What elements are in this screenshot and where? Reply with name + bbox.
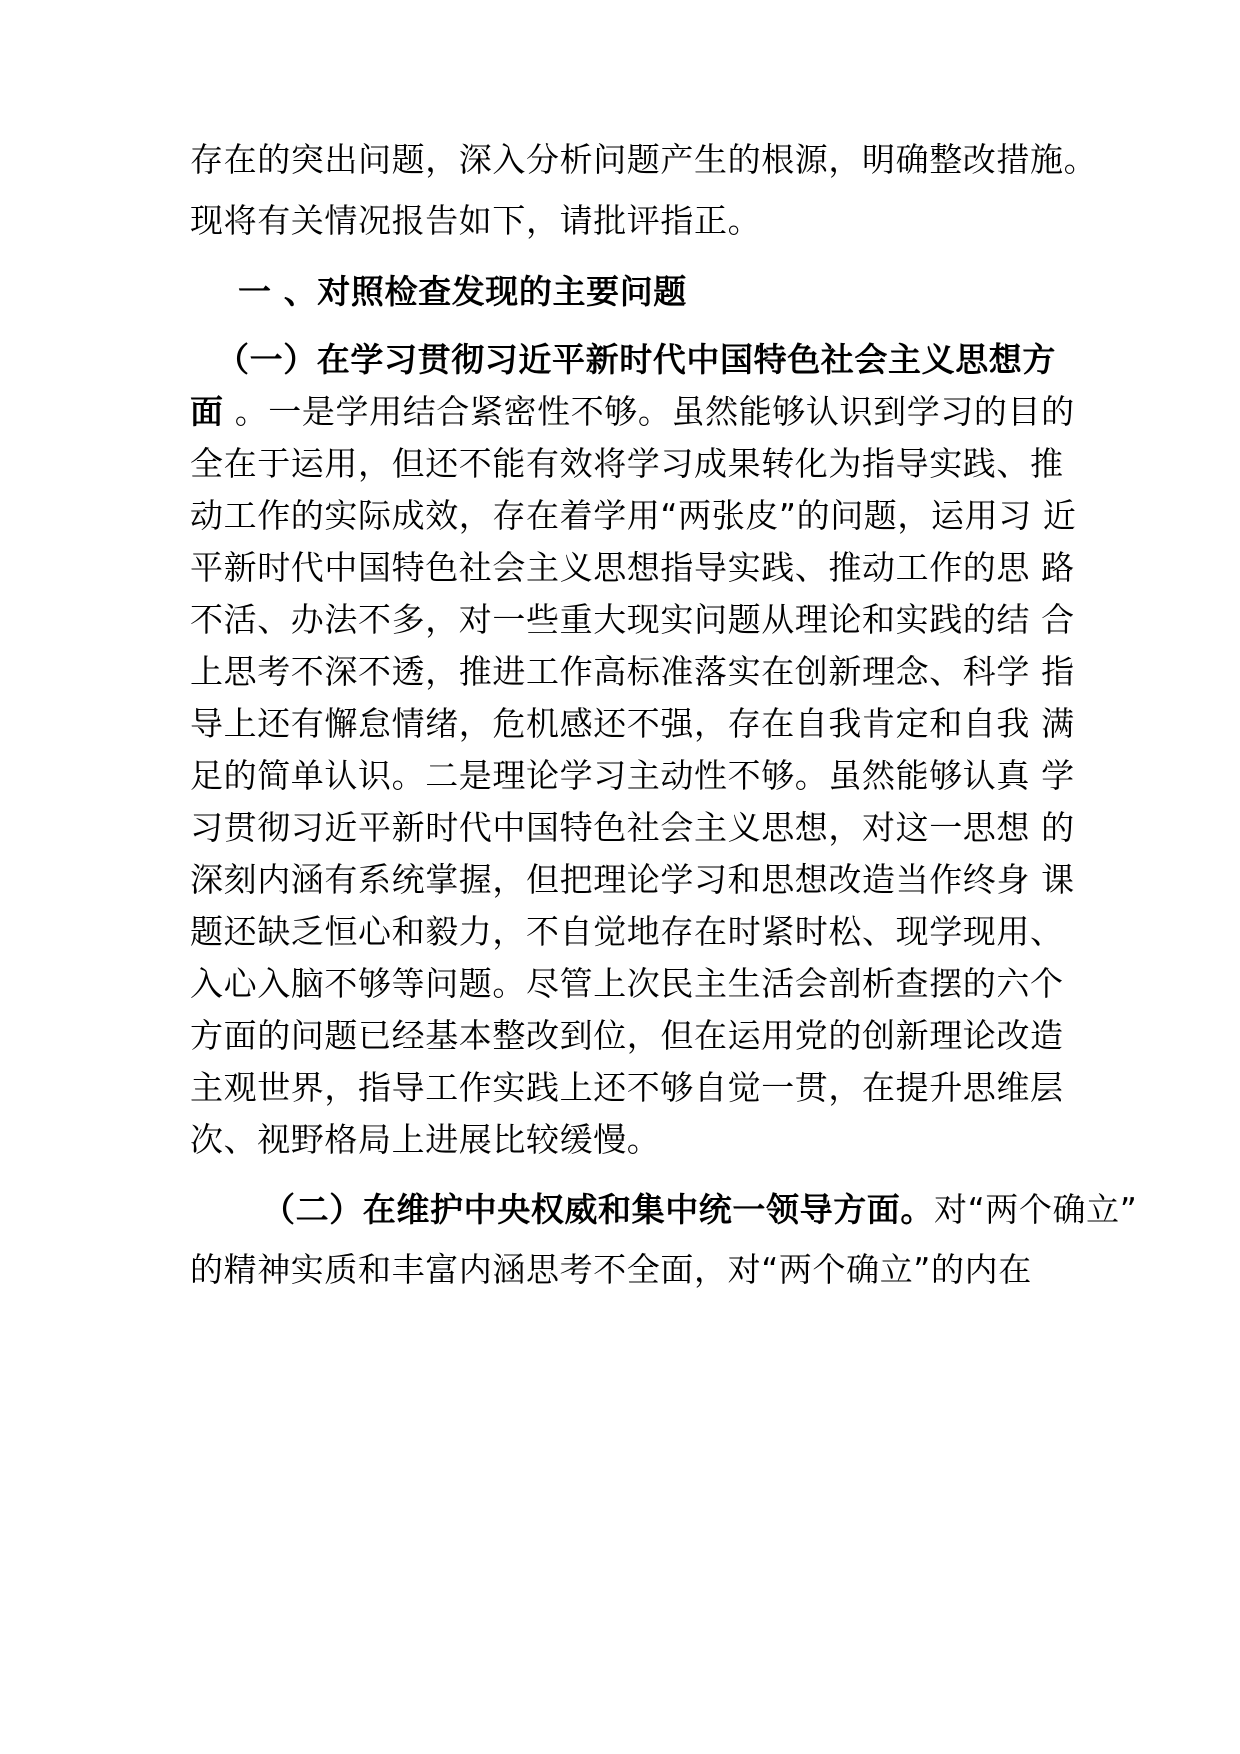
intro-line-1: 存在的突出问题，深入分析问题产生的根源，明确整改措施。 xyxy=(190,140,1098,179)
paragraph-line: 深刻内涵有系统掌握，但把理论学习和思想改造当作终身 课 xyxy=(190,860,1075,899)
subsection-2-heading: （二）在维护中央权威和集中统一领导方面。 xyxy=(262,1190,934,1229)
subsection-2-first-line xyxy=(262,1190,1137,1230)
paragraph-line: 方面的问题已经基本整改到位，但在运用党的创新理论改造 xyxy=(190,1016,1064,1055)
paragraph-line: 不活、办法不多，对一些重大现实问题从理论和实践的结 合 xyxy=(190,600,1075,639)
section-heading: 一 、对照检查发现的主要问题 xyxy=(238,272,687,311)
paragraph-line xyxy=(190,392,1075,432)
paragraph-line: 导上还有懈怠情绪，危机感还不强，存在自我肯定和自我 满 xyxy=(190,704,1075,743)
paragraph-line: 全在于运用，但还不能有效将学习成果转化为指导实践、推 xyxy=(190,444,1064,483)
subsection-1-heading-end: 面 xyxy=(190,392,224,431)
paragraph-line: 上思考不深不透，推进工作高标准落实在创新理念、科学 指 xyxy=(190,652,1075,691)
paragraph-line: 足的简单认识。二是理论学习主动性不够。虽然能够认真 学 xyxy=(190,756,1075,795)
paragraph-text: 。一是学用结合紧密性不够。虽然能够认识到学习的目的 xyxy=(223,392,1075,431)
paragraph-line: 次、视野格局上进展比较缓慢。 xyxy=(190,1120,661,1159)
paragraph-line: 习贯彻习近平新时代中国特色社会主义思想，对这一思想 的 xyxy=(190,808,1075,847)
paragraph-line: 动工作的实际成效，存在着学用“两张皮”的问题，运用习 近 xyxy=(190,496,1077,535)
subsection-1-heading: （一）在学习贯彻习近平新时代中国特色社会主义思想方 xyxy=(216,340,1056,379)
paragraph-line: 平新时代中国特色社会主义思想指导实践、推动工作的思 路 xyxy=(190,548,1075,587)
paragraph-line: 主观世界，指导工作实践上还不够自觉一贯，在提升思维层 xyxy=(190,1068,1064,1107)
intro-line-2: 现将有关情况报告如下，请批评指正。 xyxy=(190,201,762,240)
paragraph-line: 的精神实质和丰富内涵思考不全面，对“两个确立”的内在 xyxy=(190,1250,1032,1289)
paragraph-text: 对“两个确立” xyxy=(934,1190,1138,1229)
paragraph-line: 入心入脑不够等问题。尽管上次民主生活会剖析查摆的六个 xyxy=(190,964,1064,1003)
paragraph-line: 题还缺乏恒心和毅力，不自觉地存在时紧时松、现学现用、 xyxy=(190,912,1064,951)
